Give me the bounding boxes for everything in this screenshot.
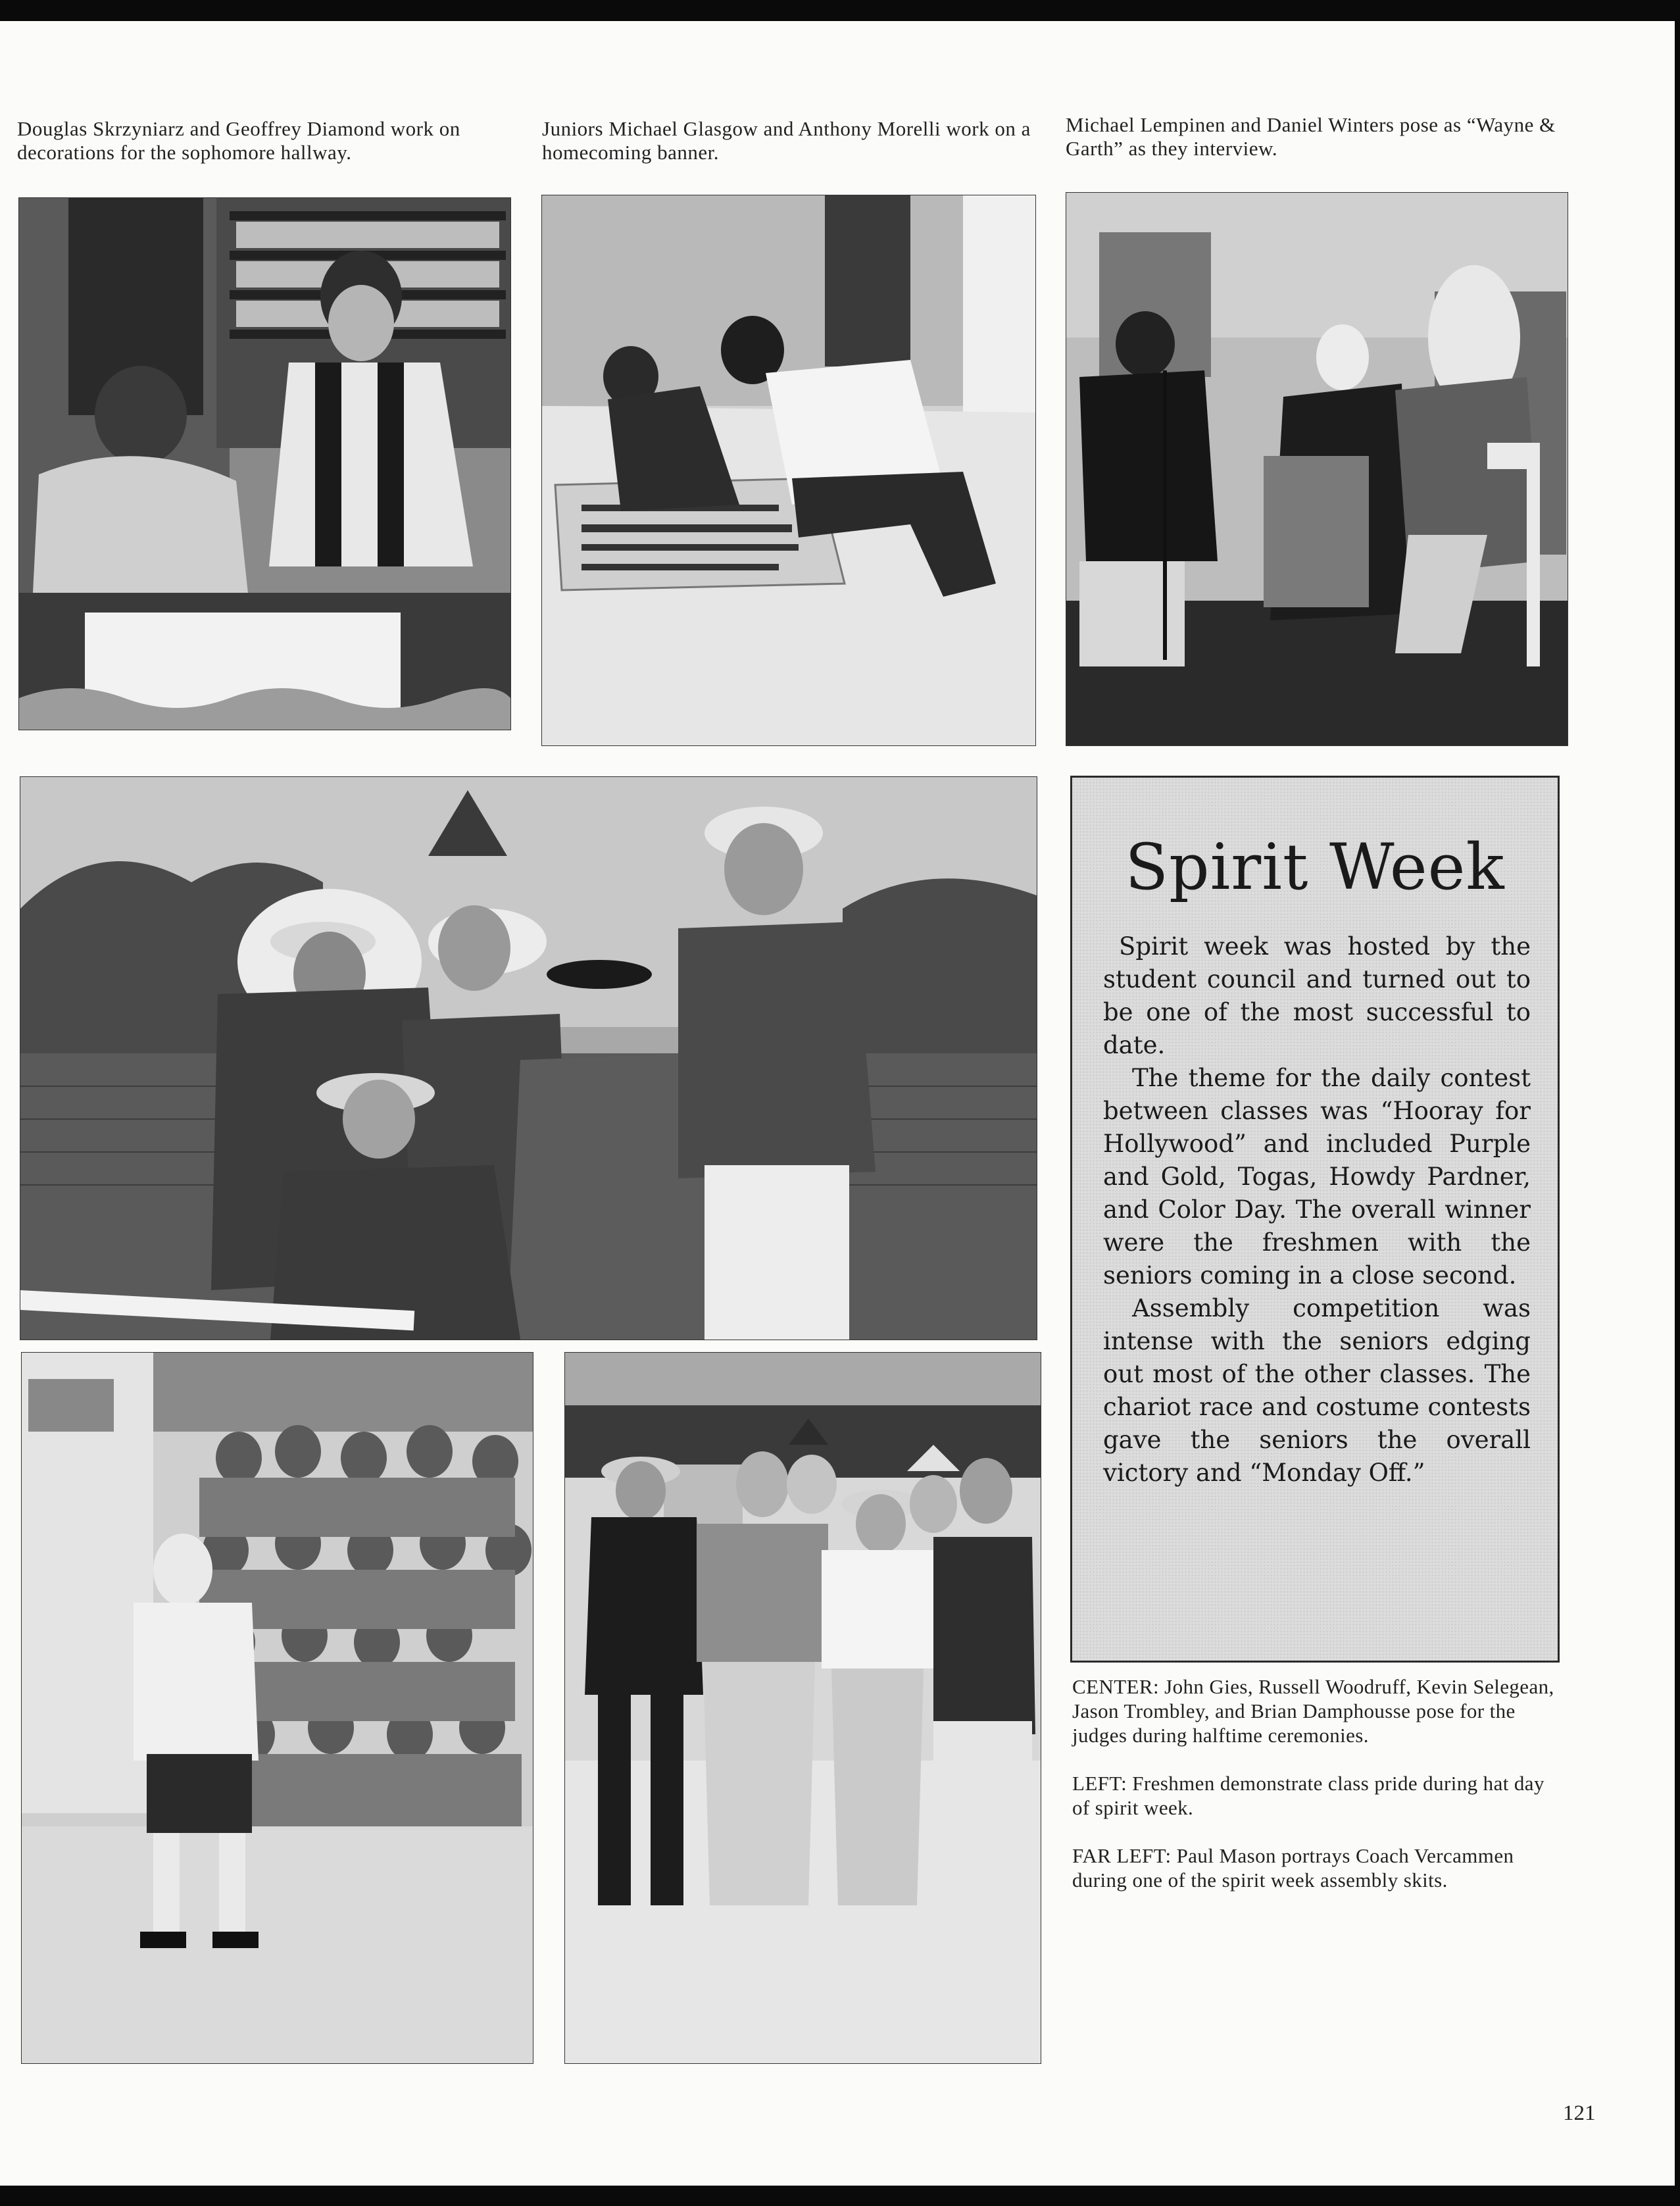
caption-center: CENTER: John Gies, Russell Woodruff, Kevin Selegean, Jason Trombley, and Brian Damphousse pose for the judges during halftime ceremonies. bbox=[1072, 1675, 1554, 1747]
sidebar-paragraph: Assembly competition was intense with the seniors edging out most of the other classes. The chariot race and costume contests gave the seniors the overall victory and “Monday Off.” bbox=[1103, 1294, 1531, 1487]
sidebar-body bbox=[1103, 930, 1531, 1490]
sidebar-paragraph: Spirit week was hosted by the student council and turned out to be one of the most successful to date. bbox=[1103, 932, 1531, 1059]
caption-far-left: FAR LEFT: Paul Mason portrays Coach Vercammen during one of the spirit week assembly skits. bbox=[1072, 1844, 1514, 1892]
photo-assembly-skit bbox=[21, 1352, 533, 2064]
photo-homecoming-banner bbox=[541, 195, 1036, 746]
photo-wayne-garth bbox=[1066, 192, 1568, 746]
yearbook-page bbox=[0, 21, 1675, 2186]
photo-captions bbox=[1072, 1674, 1566, 1916]
photo-hat-day bbox=[564, 1352, 1041, 2064]
caption-wayne-garth: Michael Lempinen and Daniel Winters pose as “Wayne & Garth” as they interview. bbox=[1066, 113, 1556, 160]
sidebar-title: Spirit Week bbox=[1125, 830, 1505, 904]
photo-hallway-decorations bbox=[18, 197, 511, 730]
sidebar-paragraph: The theme for the daily contest between classes was “Hooray for Hollywood” and included Purple and Gold, Togas, Howdy Pardner, and Color Day. The overall winner were the freshmen with the seniors coming in a close second. bbox=[1103, 1064, 1531, 1290]
page-number: 121 bbox=[1563, 2101, 1596, 2125]
spirit-week-sidebar bbox=[1070, 776, 1560, 1663]
caption-banner: Juniors Michael Glasgow and Anthony Morelli work on a homecoming banner. bbox=[542, 117, 1031, 164]
caption-decorations: Douglas Skrzyniarz and Geoffrey Diamond work on decorations for the sophomore hallway. bbox=[17, 117, 460, 164]
photo-cowboys-center bbox=[20, 776, 1037, 1340]
caption-left: LEFT: Freshmen demonstrate class pride during hat day of spirit week. bbox=[1072, 1772, 1544, 1819]
